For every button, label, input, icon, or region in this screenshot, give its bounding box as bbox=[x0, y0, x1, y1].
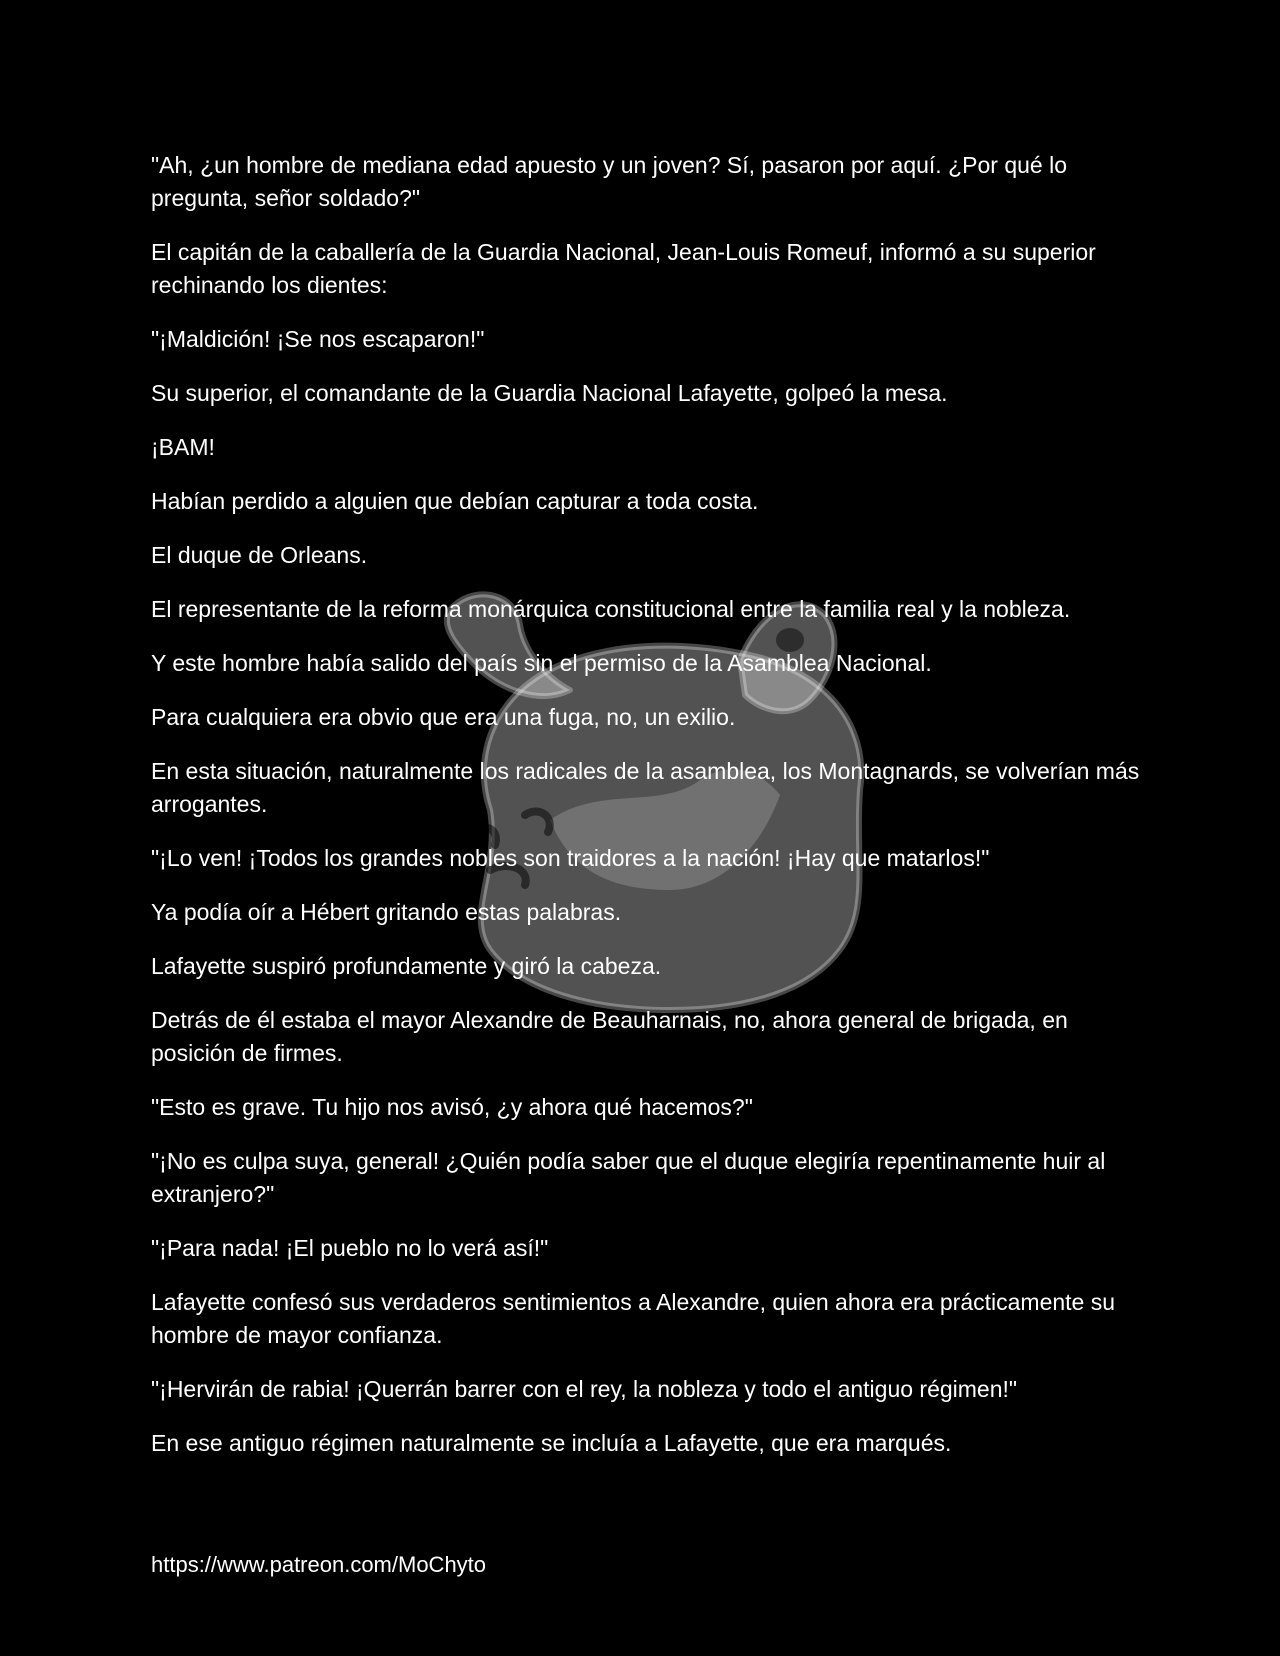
chapter-text bbox=[151, 149, 1141, 1481]
paragraph: "Ah, ¿un hombre de mediana edad apuesto y un joven? Sí, pasaron por aquí. ¿Por qué lo pregunta, señor soldado?" bbox=[151, 152, 1067, 211]
paragraph: "¡Para nada! ¡El pueblo no lo verá así!" bbox=[151, 1235, 549, 1261]
paragraph: "¡No es culpa suya, general! ¿Quién podía saber que el duque elegiría repentinamente huir al extranjero?" bbox=[151, 1148, 1106, 1207]
patreon-link[interactable]: https://www.patreon.com/MoChyto bbox=[151, 1552, 487, 1577]
paragraph: Y este hombre había salido del país sin el permiso de la Asamblea Nacional. bbox=[151, 650, 932, 676]
paragraph: Ya podía oír a Hébert gritando estas palabras. bbox=[151, 899, 622, 925]
paragraph: Detrás de él estaba el mayor Alexandre de Beauharnais, no, ahora general de brigada, en posición de firmes. bbox=[151, 1007, 1068, 1066]
paragraph: Lafayette suspiró profundamente y giró la cabeza. bbox=[151, 953, 662, 979]
paragraph: El capitán de la caballería de la Guardia Nacional, Jean-Louis Romeuf, informó a su superior rechinando los dientes: bbox=[151, 239, 1096, 298]
paragraph: El duque de Orleans. bbox=[151, 542, 368, 568]
paragraph: "¡Lo ven! ¡Todos los grandes nobles son traidores a la nación! ¡Hay que matarlos!" bbox=[151, 845, 990, 871]
paragraph: El representante de la reforma monárquica constitucional entre la familia real y la nobleza. bbox=[151, 596, 1071, 622]
paragraph: "Esto es grave. Tu hijo nos avisó, ¿y ahora qué hacemos?" bbox=[151, 1094, 753, 1120]
paragraph: Habían perdido a alguien que debían capturar a toda costa. bbox=[151, 488, 759, 514]
paragraph: "¡Maldición! ¡Se nos escaparon!" bbox=[151, 326, 485, 352]
paragraph: ¡BAM! bbox=[151, 434, 215, 460]
paragraph: Su superior, el comandante de la Guardia Nacional Lafayette, golpeó la mesa. bbox=[151, 380, 948, 406]
paragraph: En esta situación, naturalmente los radicales de la asamblea, los Montagnards, se volverían más arrogantes. bbox=[151, 758, 1140, 817]
paragraph: "¡Hervirán de rabia! ¡Querrán barrer con el rey, la nobleza y todo el antiguo régimen!" bbox=[151, 1376, 1018, 1402]
paragraph: Lafayette confesó sus verdaderos sentimientos a Alexandre, quien ahora era prácticamente su hombre de mayor confianza. bbox=[151, 1289, 1116, 1348]
paragraph: Para cualquiera era obvio que era una fuga, no, un exilio. bbox=[151, 704, 736, 730]
paragraph: En ese antiguo régimen naturalmente se incluía a Lafayette, que era marqués. bbox=[151, 1430, 952, 1456]
